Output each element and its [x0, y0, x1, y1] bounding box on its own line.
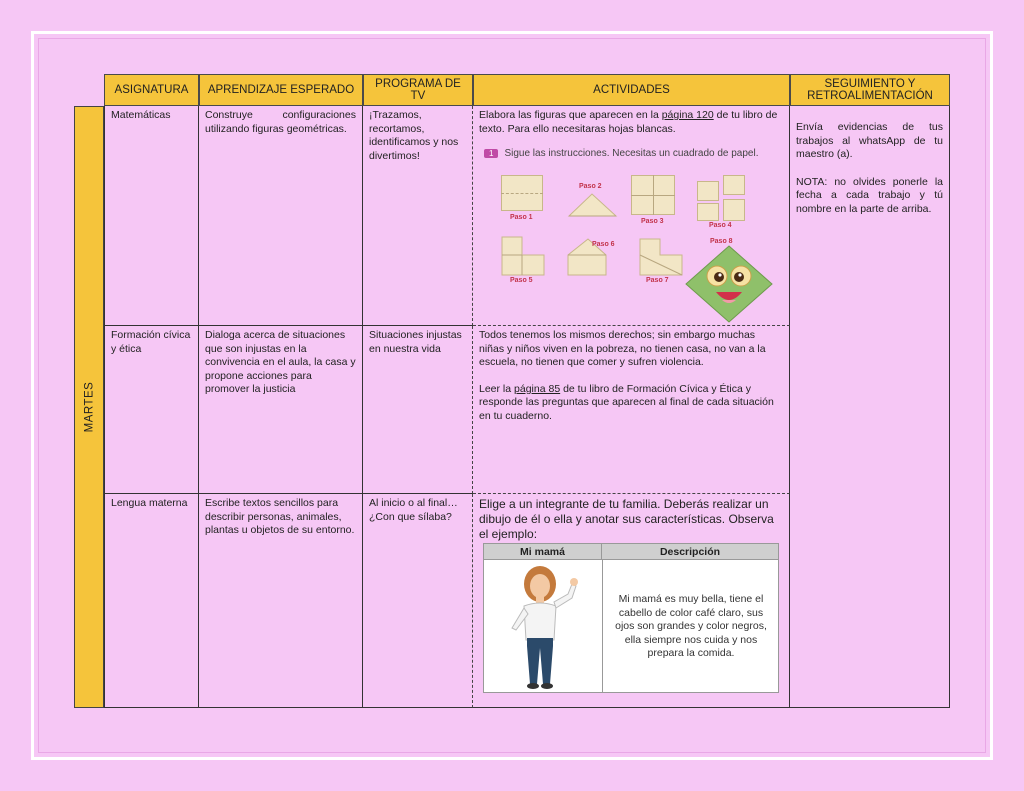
row2-actividad-text-2: Leer la [479, 382, 515, 395]
header-asignatura: ASIGNATURA [104, 74, 199, 106]
header-aprendizaje: APRENDIZAJE ESPERADO [199, 74, 363, 106]
mom-illustration-icon [488, 562, 600, 692]
row1-page-link[interactable]: página 120 [661, 109, 714, 121]
header-seguimiento: SEGUIMIENTO Y RETROALIMENTACIÓN [790, 74, 950, 106]
row1-asignatura: Matemáticas [104, 106, 199, 326]
example-header-descripcion: Descripción [602, 544, 778, 560]
row2-actividad-text-1: Todos tenemos los mismos derechos; sin embargo muchas niñas y niños viven en la pobreza, no tienen casa, no van a la escuela, no tienen que comer y sufren violencia. [479, 329, 766, 368]
row1-actividad-text: Elabora las figuras que aparecen en la [479, 109, 662, 121]
row1-actividad-text-2: de tu libro de texto. Para ello necesitaras hojas blancas. [479, 109, 778, 135]
row2-programa: Situaciones injustas en nuestra vida [363, 326, 473, 494]
row2-page-link[interactable]: página 85 [514, 382, 561, 395]
header-actividades: ACTIVIDADES [473, 74, 790, 106]
example-header-mi-mama: Mi mamá [484, 544, 602, 560]
seguimiento-text-1: Envía evidencias de tus trabajos al whatsApp de tu maestro (a). [796, 121, 943, 160]
row3-seguimiento [790, 494, 950, 708]
row3-asignatura: Lengua materna [104, 494, 199, 708]
example-table [483, 543, 779, 693]
paso-7-label: Paso 7 [646, 277, 669, 284]
row3-programa: Al inicio o al final… ¿Con que sílaba? [363, 494, 473, 708]
row3-actividades: Elige a un integrante de tu familia. Deberás realizar un dibujo de él o ella y anotar sus características. Observa el ejemplo: [473, 494, 790, 708]
row2-actividades [473, 326, 790, 494]
day-label-column [74, 106, 104, 708]
paso-5-label: Paso 5 [510, 277, 533, 284]
row1-programa: ¡Trazamos, recortamos, identificamos y nos divertimos! [363, 106, 473, 326]
seguimiento-text-2: NOTA: no olvides ponerle la fecha a cada trabajo y tú nombre en la parte de arriba. [796, 175, 943, 215]
paso-4-label: Paso 4 [709, 222, 732, 229]
paso-5 [500, 235, 548, 287]
paso-1 [496, 175, 546, 219]
seguimiento-cell [790, 106, 950, 326]
paso-2 [565, 183, 620, 223]
instruction-text: Sigue las instrucciones. Necesitas un cuadrado de papel. [504, 148, 759, 159]
paso-7 [638, 237, 688, 289]
smiling-paper-face-icon [684, 244, 774, 324]
paso-2-figure [565, 186, 620, 221]
paso-3 [631, 175, 681, 225]
paso-4 [697, 175, 749, 230]
row2-actividad-text-3: de tu libro de Formación Cívica y Ética y responde las preguntas que aparecen al final de cada situación en tu cuaderno. [479, 382, 774, 422]
row2-asignatura: Formación cívica y ética [104, 326, 199, 494]
paso-8-label: Paso 8 [710, 238, 733, 245]
instruction-number: 1 [484, 149, 498, 158]
row2-aprendizaje: Dialoga acerca de situaciones que son injustas en la convivencia en el aula, la casa y propone acciones para promover la justicia [199, 326, 363, 494]
paso-2-label: Paso 2 [579, 183, 602, 190]
origami-instruction [484, 148, 759, 159]
paso-5-figure [500, 235, 548, 277]
paso-6-label: Paso 6 [592, 241, 615, 248]
paso-8 [684, 238, 774, 324]
paso-6 [566, 235, 622, 277]
day-label: MARTES [83, 381, 95, 433]
paso-1-label: Paso 1 [510, 214, 533, 221]
header-programa: PROGRAMA DE TV [363, 74, 473, 106]
row2-seguimiento [790, 326, 950, 494]
example-description: Mi mamá es muy bella, tiene el cabello de color café claro, sus ojos son grandes y color negros, ella siempre nos cuida y nos prepara la comida. [615, 593, 767, 660]
row1-aprendizaje: Construye configuraciones utilizando figuras geométricas. [199, 106, 363, 326]
paso-3-label: Paso 3 [641, 218, 664, 225]
row3-aprendizaje: Escribe textos sencillos para describir personas, animales, plantas u objetos de su entorno. [199, 494, 363, 708]
paso-7-figure [638, 237, 686, 277]
